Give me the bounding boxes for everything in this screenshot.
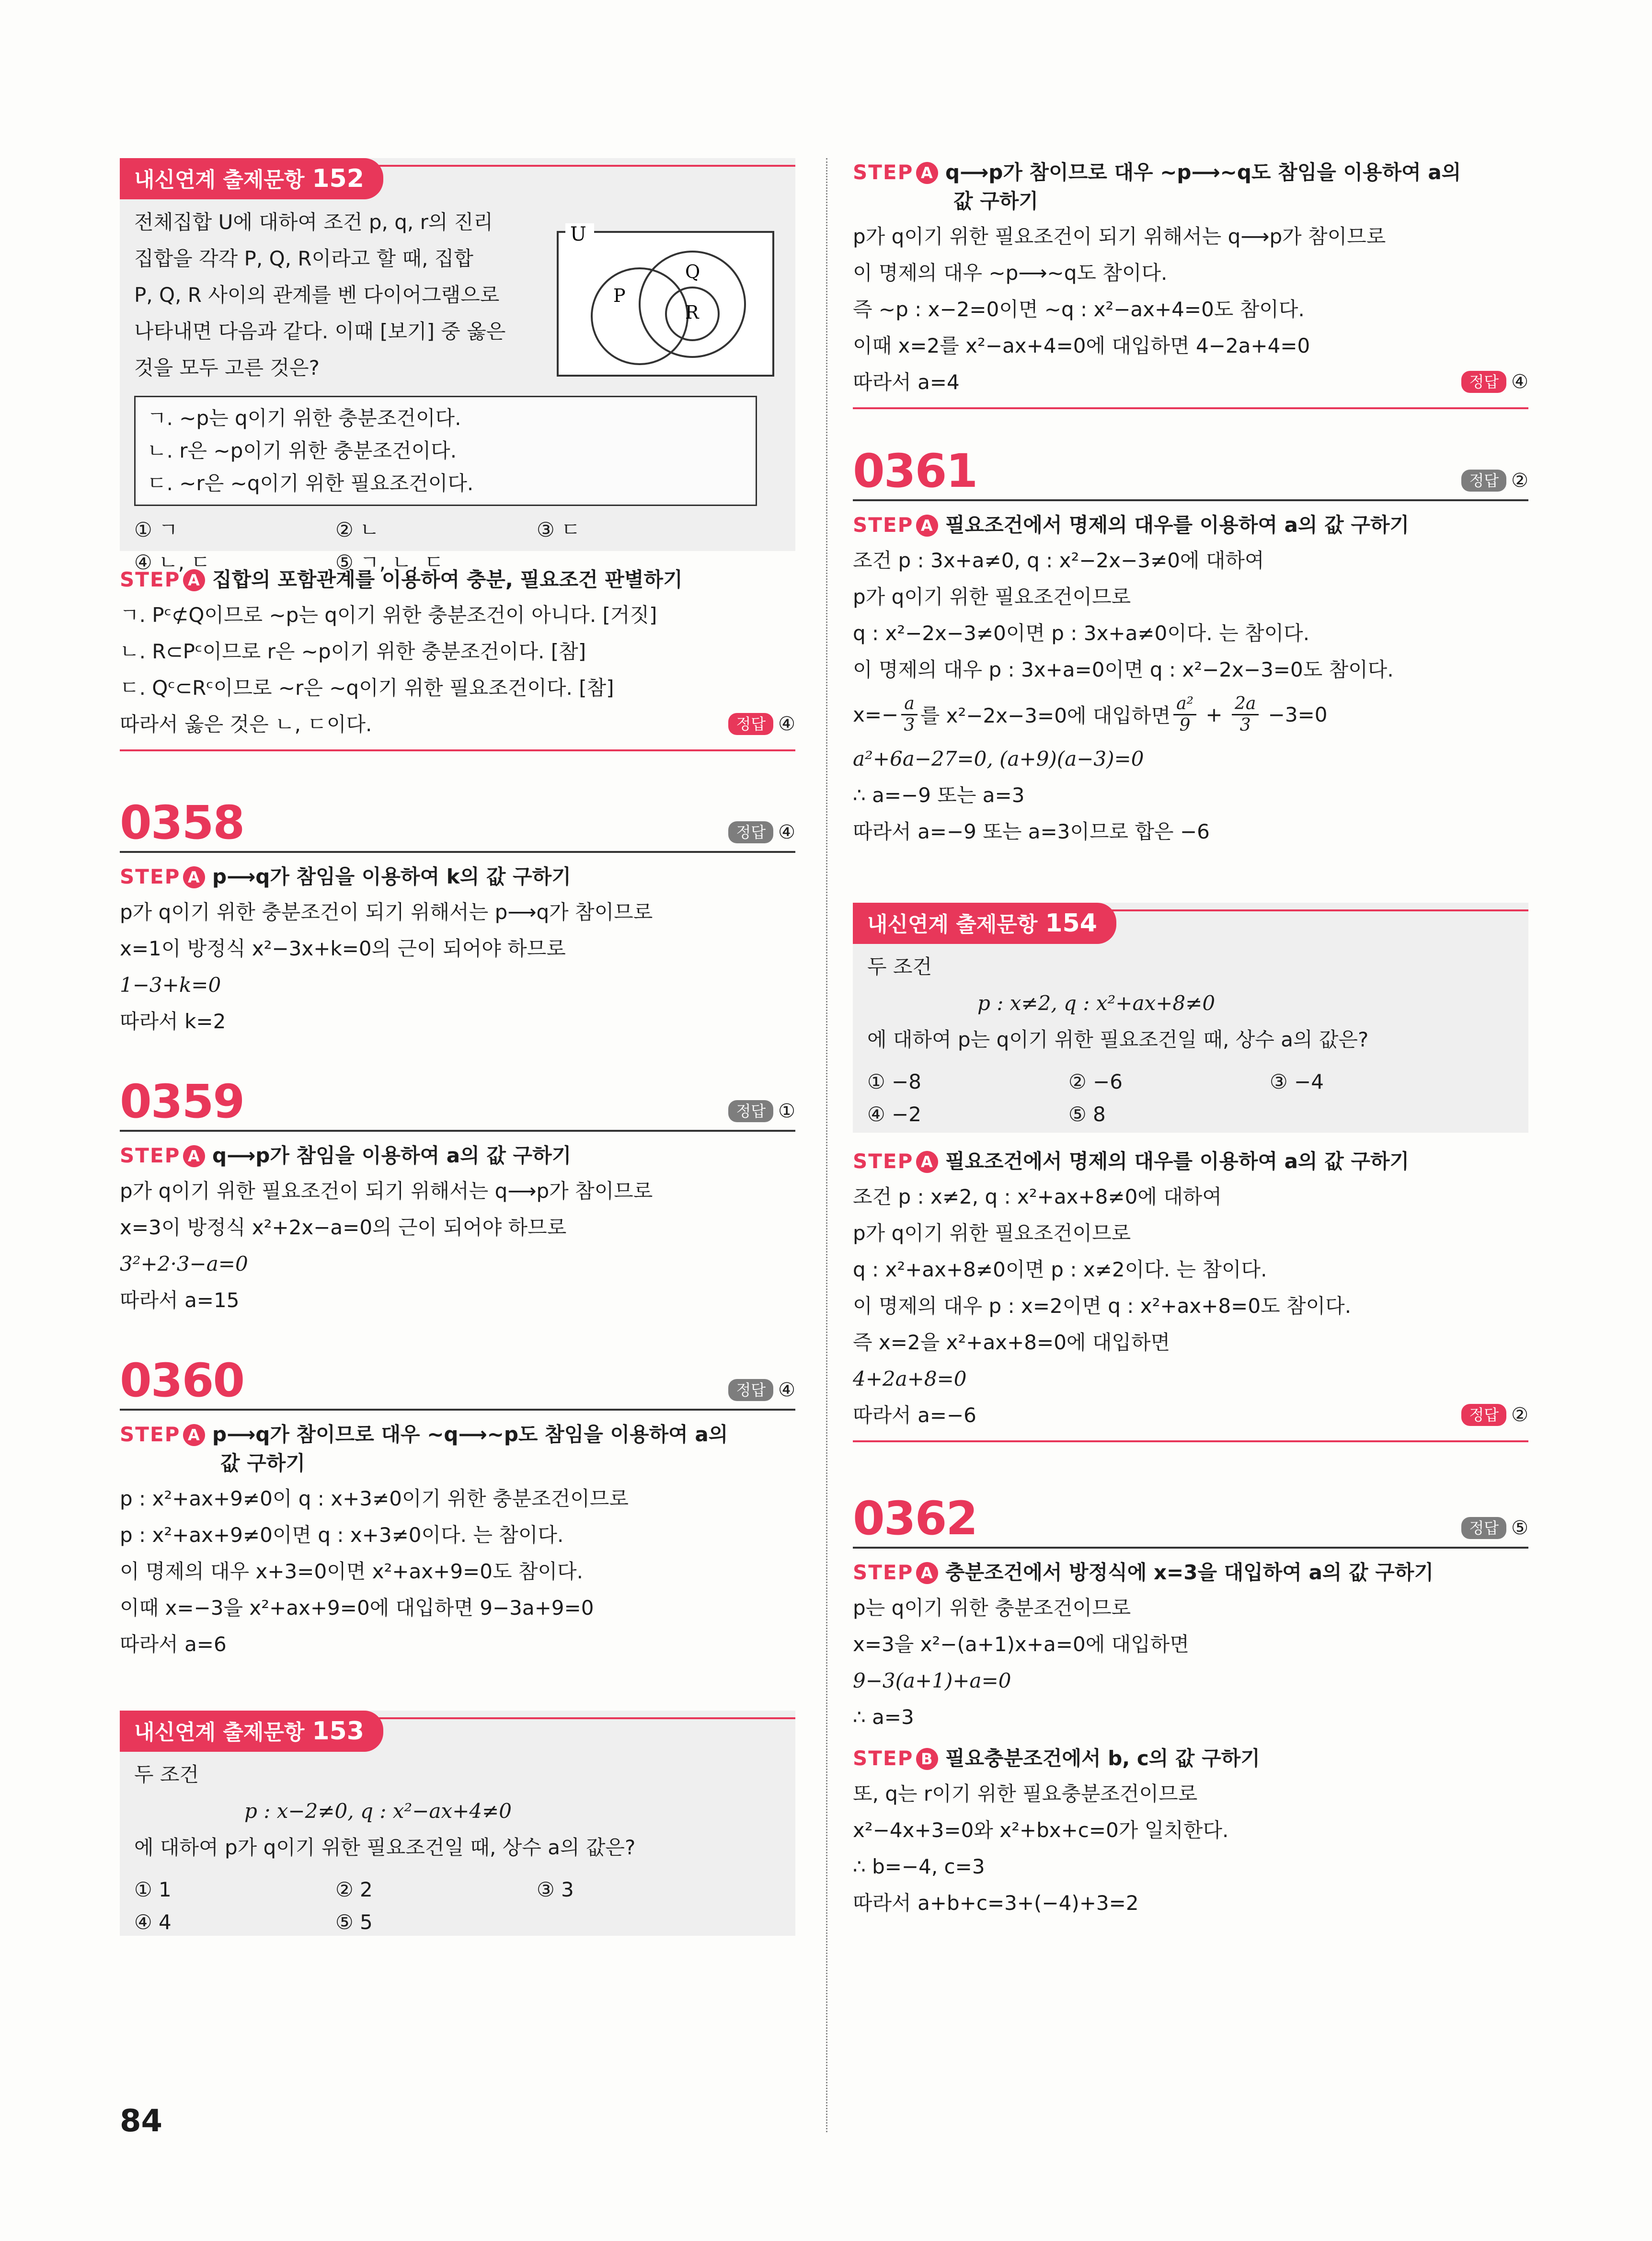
tag-label	[120, 1711, 383, 1752]
question-0358	[120, 794, 795, 1040]
solution-line: p가 q이기 위한 충분조건이 되기 위해서는 p⟶q가 참이므로	[120, 900, 653, 924]
solution-line: x=1이 방정식 x²−3x+k=0의 근이 되어야 하므로	[120, 937, 566, 960]
end-rule	[853, 407, 1528, 409]
problem-condition: p : x−2≠0, q : x²−ax+4≠0	[244, 1799, 512, 1823]
solution-line: 이 명제의 대우 x+3=0이면 x²+ax+9=0도 참이다.	[120, 1560, 583, 1583]
choice: ④ ㄴ, ㄷ	[134, 551, 210, 574]
step-heading	[853, 1744, 1528, 1773]
problem-152	[120, 158, 795, 574]
column-divider	[826, 158, 827, 2132]
problem-text: 에 대하여 p는 q이기 위한 필요조건일 때, 상수 a의 값은?	[867, 1028, 1369, 1051]
fraction-denominator: 9	[1179, 715, 1191, 735]
answer-value: ④	[1511, 371, 1528, 393]
answer-value: ④	[778, 713, 795, 735]
step-letter: A	[183, 1145, 205, 1167]
solution-line: 1−3+k=0	[120, 973, 221, 997]
answer-mark	[728, 821, 795, 843]
solution-line: 따라서 a+b+c=3+(−4)+3=2	[853, 1891, 1139, 1915]
choice: ③ 3	[537, 1878, 574, 1901]
answer-value: ④	[778, 1379, 795, 1401]
answer-mark	[1461, 1404, 1528, 1426]
solution-line: p가 q이기 위한 필요조건이 되기 위해서는 q⟶p가 참이므로	[853, 225, 1386, 248]
step-title-cont: 값 구하기	[220, 1451, 305, 1475]
question-number: 0359	[120, 1075, 244, 1128]
choices	[867, 1066, 1514, 1131]
solution-line: 조건 p : 3x+a≠0, q : x²−2x−3≠0에 대하여	[853, 549, 1264, 572]
solution-line: ∴ a=−9 또는 a=3	[853, 783, 1025, 807]
solution-line: a²+6a−27=0, (a+9)(a−3)=0	[853, 747, 1144, 770]
problem-153	[120, 1711, 795, 1936]
solution-line: p는 q이기 위한 충분조건이므로	[853, 1596, 1131, 1620]
step-word: STEP	[120, 1423, 181, 1446]
step-title: 필요조건에서 명제의 대우를 이용하여 a의 값 구하기	[945, 513, 1410, 537]
answer-mark	[728, 1100, 795, 1122]
answer-value: ②	[1511, 470, 1528, 492]
answer-value: ④	[778, 821, 795, 843]
step-heading	[120, 1420, 795, 1478]
choice: ⑤ 8	[1068, 1103, 1106, 1126]
step-title: 필요조건에서 명제의 대우를 이용하여 a의 값 구하기	[945, 1149, 1410, 1173]
step-title: 충분조건에서 방정식에 x=3을 대입하여 a의 값 구하기	[945, 1561, 1434, 1584]
choice: ③ −4	[1270, 1070, 1324, 1093]
solution-line: 이 명제의 대우 ~p⟶~q도 참이다.	[853, 261, 1168, 285]
solution-line: 이때 x=−3을 x²+ax+9=0에 대입하면 9−3a+9=0	[120, 1596, 594, 1620]
step-heading	[120, 1141, 795, 1170]
fraction-numerator: a²	[1173, 694, 1196, 715]
answer-badge: 정답	[1461, 371, 1506, 393]
step-letter: A	[183, 866, 205, 888]
step-heading	[853, 1558, 1528, 1587]
problem-tag	[120, 158, 795, 199]
step-word: STEP	[120, 1144, 181, 1167]
solution-line: 따라서 a=6	[120, 1632, 227, 1656]
solution-line: 9−3(a+1)+a=0	[853, 1669, 1011, 1692]
solution-line: 따라서 옳은 것은 ㄴ, ㄷ이다.	[120, 713, 372, 736]
solution-line: 4+2a+8=0	[853, 1367, 967, 1391]
solution-line: 즉 x=2을 x²+ax+8=0에 대입하면	[853, 1331, 1170, 1354]
step-label	[853, 1149, 938, 1173]
step-letter: A	[916, 162, 938, 184]
question-number: 0362	[853, 1492, 977, 1545]
step-word: STEP	[120, 568, 181, 591]
solution-154	[853, 1147, 1528, 1442]
step-title: 필요충분조건에서 b, c의 값 구하기	[945, 1747, 1260, 1770]
question-number: 0358	[120, 796, 244, 850]
solution-line: p : x²+ax+9≠0이면 q : x+3≠0이다. 는 참이다.	[120, 1523, 564, 1547]
choice: ④ 4	[134, 1910, 172, 1934]
step-letter: A	[183, 569, 205, 591]
fraction-prefix: x=−	[853, 702, 899, 726]
bogi-item: ㄱ. ~p는 q이기 위한 충분조건이다.	[147, 406, 461, 430]
choice: ① ㄱ	[134, 518, 178, 541]
answer-badge: 정답	[728, 1100, 773, 1122]
left-column	[120, 158, 795, 1936]
fraction-middle: 를 x²−2x−3=0에 대입하면	[920, 704, 1171, 727]
solution-line: 또, q는 r이기 위한 필요충분조건이므로	[853, 1782, 1198, 1805]
tag-label	[853, 903, 1116, 944]
step-title: q⟶p가 참이므로 대우 ~p⟶~q도 참임을 이용하여 a의	[945, 161, 1461, 184]
solution-line: x=3이 방정식 x²+2x−a=0의 근이 되어야 하므로	[120, 1216, 567, 1239]
answer-mark	[728, 1379, 795, 1401]
answer-value: ②	[1511, 1404, 1528, 1426]
problem-text: 전체집합 U에 대하여 조건 p, q, r의 진리	[134, 210, 493, 234]
solution-line: p가 q이기 위한 필요조건이므로	[853, 1221, 1131, 1245]
step-word: STEP	[853, 513, 914, 537]
solution-final-row	[853, 1397, 1528, 1434]
solution-line: 조건 p : x≠2, q : x²+ax+8≠0에 대하여	[853, 1185, 1222, 1208]
question-0361	[853, 443, 1528, 850]
step-title: p⟶q가 참이므로 대우 ~q⟶~p도 참임을 이용하여 a의	[212, 1423, 728, 1446]
choice: ④ −2	[867, 1103, 921, 1126]
answer-badge: 정답	[1461, 1404, 1506, 1426]
choice: ① 1	[134, 1878, 172, 1901]
tag-text: 내신연계 출제문항	[867, 912, 1038, 937]
solution-line: q : x²+ax+8≠0이면 p : x≠2이다. 는 참이다.	[853, 1258, 1267, 1281]
solution-final-row	[853, 364, 1528, 401]
problem-154	[853, 903, 1528, 1133]
solution-line: ∴ a=3	[853, 1705, 914, 1729]
answer-badge: 정답	[728, 713, 773, 735]
question-header	[120, 1352, 795, 1411]
choice: ② ㄴ	[335, 518, 379, 541]
question-header	[120, 794, 795, 853]
solution-line: p가 q이기 위한 필요조건이므로	[853, 585, 1131, 609]
step-word: STEP	[853, 161, 914, 184]
choices	[134, 1873, 781, 1939]
step-letter: B	[916, 1748, 938, 1770]
step-title: q⟶p가 참임을 이용하여 a의 값 구하기	[212, 1144, 572, 1167]
step-word: STEP	[853, 1149, 914, 1173]
bogi-item: ㄴ. r은 ~p이기 위한 충분조건이다.	[147, 439, 457, 462]
problem-text: 두 조건	[867, 955, 932, 978]
step-label	[120, 865, 205, 888]
step-word: STEP	[120, 865, 181, 888]
choice: ③ ㄷ	[537, 518, 581, 541]
choice: ⑤ ㄱ, ㄴ, ㄷ	[335, 551, 444, 574]
choice: ① −8	[867, 1070, 921, 1093]
answer-mark	[728, 713, 795, 735]
answer-value: ①	[778, 1100, 795, 1122]
fraction-suffix: −3=0	[1262, 702, 1328, 726]
problem-tag	[853, 903, 1528, 944]
solution-line: 따라서 a=−6	[853, 1403, 976, 1427]
solution-line: 따라서 a=−9 또는 a=3이므로 합은 −6	[853, 820, 1210, 843]
answer-badge: 정답	[1461, 470, 1506, 492]
answer-value: ⑤	[1511, 1517, 1528, 1539]
solution-line: q : x²−2x−3≠0이면 p : 3x+a≠0이다. 는 참이다.	[853, 621, 1310, 645]
end-rule	[120, 749, 795, 751]
step-heading	[120, 862, 795, 891]
solution-line: 이 명제의 대우 p : x=2이면 q : x²+ax+8=0도 참이다.	[853, 1294, 1352, 1318]
solution-line: 즉 ~p : x−2=0이면 ~q : x²−ax+4=0도 참이다.	[853, 298, 1305, 321]
fraction-numerator: a	[901, 694, 917, 715]
step-letter: A	[916, 515, 938, 537]
universal-label: U	[570, 223, 586, 245]
solution-final-row	[120, 706, 795, 743]
bogi-box	[134, 396, 757, 506]
question-header	[120, 1073, 795, 1132]
solution-line: ∴ b=−4, c=3	[853, 1855, 985, 1878]
step-heading	[853, 158, 1528, 216]
set-q-label: Q	[685, 261, 700, 282]
solution-line: ㄴ. R⊂Pᶜ이므로 r은 ~p이기 위한 충분조건이다. [참]	[120, 640, 586, 663]
question-header	[853, 443, 1528, 501]
problem-text: 나타내면 다음과 같다. 이때 [보기] 중 옳은	[134, 320, 506, 343]
problem-text: P, Q, R 사이의 관계를 벤 다이어그램으로	[134, 283, 500, 307]
choices	[134, 514, 781, 579]
step-title: p⟶q가 참임을 이용하여 k의 값 구하기	[212, 865, 571, 888]
right-column	[853, 158, 1528, 1921]
solution-line: x²−4x+3=0와 x²+bx+c=0가 일치한다.	[853, 1818, 1229, 1842]
answer-mark	[1461, 371, 1528, 393]
step-heading	[853, 511, 1528, 540]
tag-number: 153	[312, 1717, 364, 1746]
choice: ② 2	[335, 1878, 373, 1901]
answer-badge: 정답	[1461, 1517, 1506, 1539]
problem-tag	[120, 1711, 795, 1752]
step-label	[853, 161, 938, 184]
solution-line: 따라서 a=4	[853, 370, 960, 394]
fraction	[1173, 694, 1196, 736]
step-letter: A	[916, 1151, 938, 1173]
solution-line: 이 명제의 대우 p : 3x+a=0이면 q : x²−2x−3=0도 참이다.	[853, 658, 1394, 681]
solution-line: 따라서 k=2	[120, 1010, 226, 1033]
solution-line: p가 q이기 위한 필요조건이 되기 위해서는 q⟶p가 참이므로	[120, 1179, 653, 1203]
problem-text: 두 조건	[134, 1763, 199, 1786]
step-label	[853, 1747, 938, 1770]
step-label	[120, 1423, 205, 1446]
solution-152	[120, 565, 795, 751]
set-p-label: P	[613, 285, 626, 306]
tag-number: 154	[1045, 909, 1097, 938]
solution-line: 3²+2·3−a=0	[120, 1252, 248, 1276]
solution-line: ㄷ. Qᶜ⊂Rᶜ이므로 ~r은 ~q이기 위한 필요조건이다. [참]	[120, 676, 614, 700]
solution-line: 따라서 a=15	[120, 1288, 240, 1312]
solution-153	[853, 158, 1528, 409]
solution-line: ㄱ. Pᶜ⊄Q이므로 ~p는 q이기 위한 충분조건이 아니다. [거짓]	[120, 603, 657, 627]
step-label	[120, 1144, 205, 1167]
step-letter: A	[916, 1562, 938, 1584]
problem-text: 집합을 각각 P, Q, R이라고 할 때, 집합	[134, 247, 473, 270]
bogi-item: ㄷ. ~r은 ~q이기 위한 필요조건이다.	[147, 471, 474, 495]
problem-text: 에 대하여 p가 q이기 위한 필요조건일 때, 상수 a의 값은?	[134, 1836, 636, 1859]
answer-mark	[1461, 1517, 1528, 1539]
tag-label	[120, 158, 383, 199]
question-number: 0361	[853, 444, 977, 498]
page-number: 84	[120, 2103, 163, 2139]
answer-badge: 정답	[728, 1379, 773, 1401]
tag-text: 내신연계 출제문항	[134, 168, 305, 192]
answer-mark	[1461, 470, 1528, 492]
question-number: 0360	[120, 1354, 244, 1407]
question-header	[853, 1490, 1528, 1549]
answer-badge: 정답	[728, 821, 773, 843]
step-label	[853, 1561, 938, 1584]
step-title: 집합의 포함관계를 이용하여 충분, 필요조건 판별하기	[212, 568, 683, 591]
step-title-cont: 값 구하기	[953, 189, 1038, 213]
question-0362	[853, 1490, 1528, 1921]
question-0359	[120, 1073, 795, 1319]
fraction-numerator: 2a	[1232, 694, 1259, 715]
tag-number: 152	[312, 164, 364, 193]
question-0360	[120, 1352, 795, 1663]
universal-set-box	[558, 232, 773, 376]
step-word: STEP	[853, 1561, 914, 1584]
step-word: STEP	[853, 1747, 914, 1770]
problem-text: 것을 모두 고른 것은?	[134, 356, 320, 379]
venn-diagram	[556, 220, 776, 379]
fraction-line	[853, 688, 1528, 741]
solution-line: 이때 x=2를 x²−ax+4=0에 대입하면 4−2a+4=0	[853, 334, 1310, 357]
solution-line: x=3을 x²−(a+1)x+a=0에 대입하면	[853, 1632, 1189, 1656]
fraction-plus: +	[1199, 702, 1229, 726]
step-letter: A	[183, 1424, 205, 1446]
choice: ⑤ 5	[335, 1910, 373, 1934]
set-r-label: R	[685, 302, 699, 323]
choice: ② −6	[1068, 1070, 1123, 1093]
fraction	[901, 694, 917, 736]
fraction	[1232, 694, 1259, 736]
problem-condition: p : x≠2, q : x²+ax+8≠0	[977, 991, 1216, 1015]
step-heading	[853, 1147, 1528, 1176]
fraction-denominator: 3	[904, 715, 915, 735]
solution-line: p : x²+ax+9≠0이 q : x+3≠0이기 위한 충분조건이므로	[120, 1487, 629, 1510]
end-rule	[853, 1440, 1528, 1442]
fraction-denominator: 3	[1239, 715, 1251, 735]
tag-text: 내신연계 출제문항	[134, 1720, 305, 1745]
step-label	[853, 513, 938, 537]
